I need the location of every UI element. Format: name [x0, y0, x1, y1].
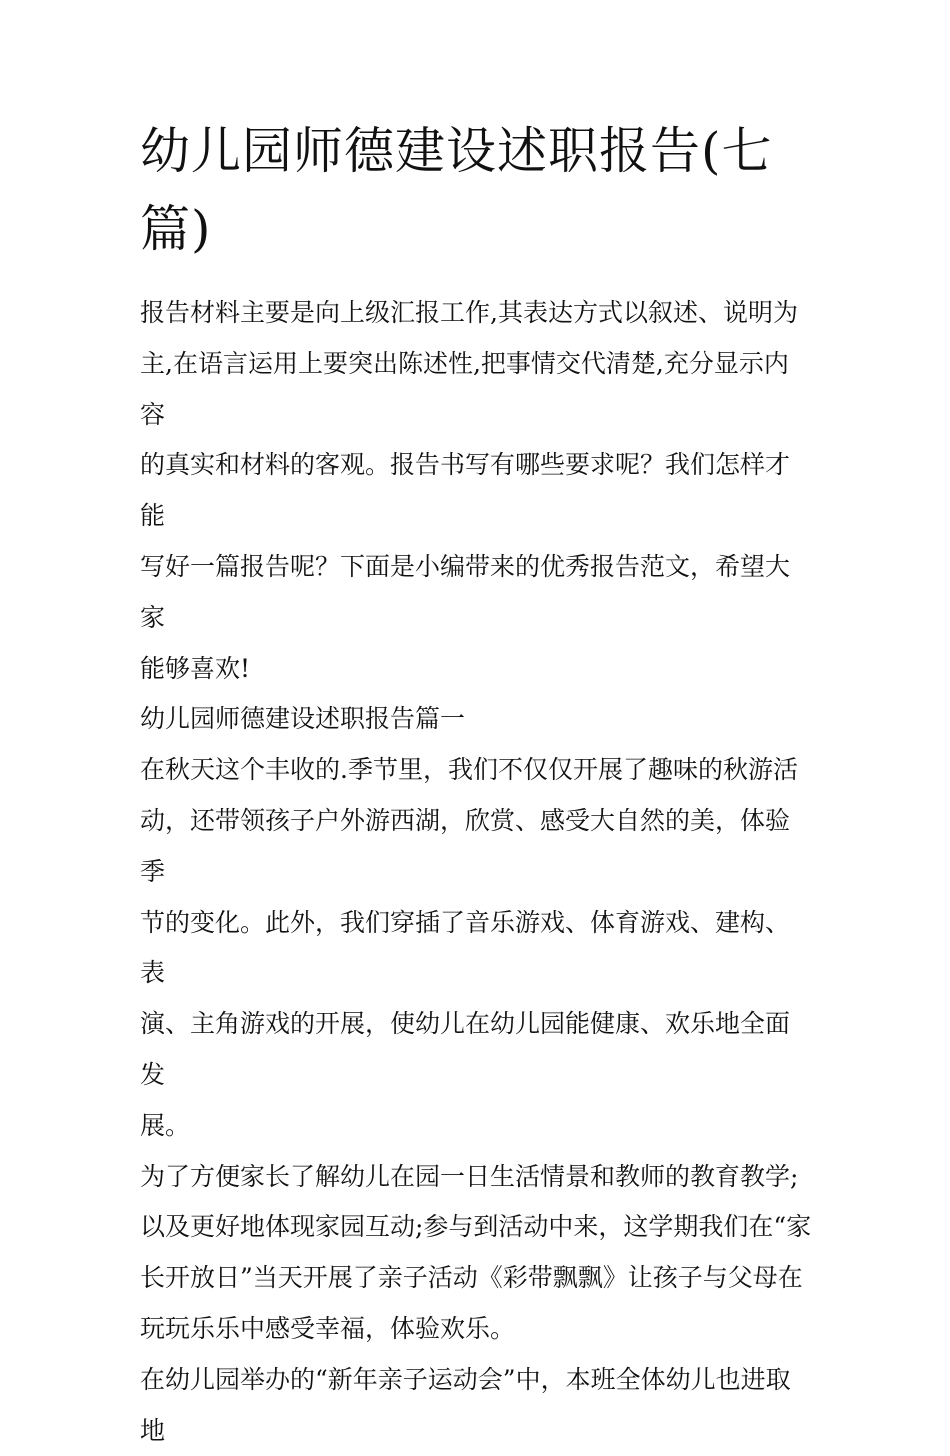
document-title: 幼儿园师德建设述职报告(七 篇)	[140, 122, 773, 258]
body-paragraph: 在秋天这个丰收的.季节里，我们不仅仅开展了趣味的秋游活 动，还带领孩子户外游西湖，欣赏、感受大自然的美，体验季 节的变化。此外，我们穿插了音乐游戏、体育游戏、建构、表 演、主角游戏的开展，使幼儿在幼儿园能健康、欢乐地全面发 展。	[140, 755, 798, 1140]
body-paragraph: 为了方便家长了解幼儿在园一日生活情景和教师的教育教学; 以及更好地体现家园互动;参与到活动中来，这学期我们在“家 长开放日”当天开展了亲子活动《彩带飘飘》让孩子与父母在 玩玩乐乐中感受幸福，体验欢乐。	[140, 1161, 812, 1343]
section-heading: 幼儿园师德建设述职报告篇一	[140, 704, 466, 734]
intro-paragraph: 报告材料主要是向上级汇报工作,其表达方式以叙述、说明为 主,在语言运用上要突出陈述性,把事情交代清楚,充分显示内容 的真实和材料的客观。报告书写有哪些要求呢？我们怎样才能 写好一篇报告呢？下面是小编带来的优秀报告范文，希望大家 能够喜欢!	[140, 298, 798, 683]
document-page	[140, 112, 812, 1456]
document-body	[140, 288, 812, 1456]
body-paragraph: 在幼儿园举办的“新年亲子运动会”中，本班全体幼儿也进取地	[140, 1364, 791, 1445]
